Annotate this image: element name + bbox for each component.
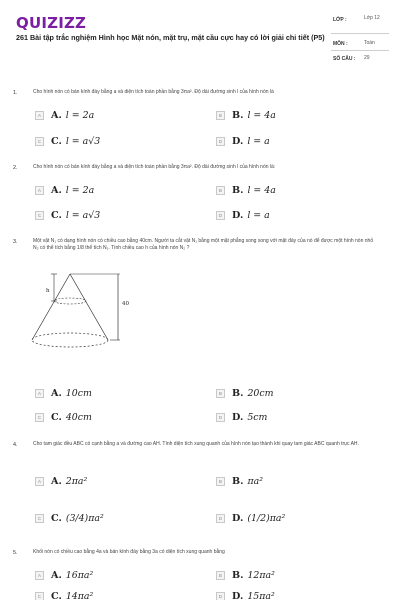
- figure-label-height: 40: [122, 301, 129, 307]
- question-text: Cho hình nón có bán kính đáy bằng a và diện tích toàn phần bằng 3πa². Độ dài đường sinh l của hình nón là: [33, 89, 274, 95]
- option-marker: B: [216, 186, 225, 195]
- option-letter: D.: [232, 135, 244, 147]
- option-c[interactable]: [35, 135, 100, 147]
- option-letter: A.: [51, 109, 62, 121]
- option-marker: B: [216, 111, 225, 120]
- option-value: (1/2)πa²: [247, 512, 286, 524]
- option-value: 16πa²: [65, 569, 94, 581]
- option-a[interactable]: [35, 109, 94, 121]
- option-marker: C: [35, 413, 44, 422]
- option-value: l = 2a: [65, 109, 95, 121]
- question-text: Cho hình nón có bán kính đáy bằng a và diện tích toàn phần bằng 3πa². Độ dài đường sinh l của hình nón là:: [33, 164, 276, 170]
- question-number: 5.: [13, 550, 18, 556]
- option-value: l = 4a: [247, 109, 276, 121]
- option-marker: A: [35, 477, 44, 486]
- option-letter: B.: [232, 569, 244, 581]
- option-marker: D: [216, 514, 225, 523]
- option-marker: C: [35, 592, 44, 600]
- figure-label-h: h: [46, 288, 50, 294]
- cone-figure: [30, 271, 142, 357]
- option-value: 20cm: [247, 387, 274, 399]
- option-letter: C.: [51, 590, 62, 600]
- option-value: 5cm: [247, 411, 268, 423]
- question-text: Một vật N₁ có dạng hình nón có chiều cao bằng 40cm. Người ta cắt vật N₁ bằng một mặt phẳng song song với mặt đáy của nó để được một hình nón nhỏ N₂ có thể tích bằng 1/8 thể tích N₁. Tính chiều cao h của hình nón N₂ ?: [33, 238, 374, 251]
- option-a[interactable]: [35, 569, 93, 581]
- question-count-value: 29: [364, 55, 370, 61]
- option-marker: C: [35, 137, 44, 146]
- question-number: 1.: [13, 90, 18, 96]
- class-value: Lớp 12: [364, 15, 380, 21]
- option-b[interactable]: [216, 569, 275, 581]
- question-number: 2.: [13, 165, 18, 171]
- option-c[interactable]: [35, 209, 100, 221]
- question-number: 3.: [13, 239, 18, 245]
- option-value: 10cm: [65, 387, 92, 399]
- option-letter: C.: [51, 411, 62, 423]
- option-value: l = a: [247, 209, 270, 221]
- option-value: l = a√3: [65, 209, 101, 221]
- divider: [331, 33, 389, 34]
- option-marker: D: [216, 413, 225, 422]
- option-marker: B: [216, 389, 225, 398]
- subject-label: MÔN :: [333, 41, 348, 47]
- option-d[interactable]: [216, 512, 285, 524]
- option-a[interactable]: [35, 475, 87, 487]
- option-b[interactable]: [216, 109, 276, 121]
- question-text: Khối nón có chiều cao bằng 4a và bán kính đáy bằng 3a có diện tích xung quanh bằng: [33, 549, 225, 555]
- option-d[interactable]: [216, 411, 267, 423]
- question-count-label: SỐ CÂU :: [333, 56, 356, 62]
- option-value: 2πa²: [65, 475, 88, 487]
- option-d[interactable]: [216, 135, 270, 147]
- divider: [331, 50, 389, 51]
- option-d[interactable]: [216, 209, 270, 221]
- option-letter: A.: [51, 184, 62, 196]
- subject-value: Toán: [364, 40, 375, 46]
- option-value: l = a: [247, 135, 270, 147]
- option-letter: D.: [232, 209, 244, 221]
- question-number: 4.: [13, 442, 18, 448]
- option-marker: A: [35, 571, 44, 580]
- class-label: LỚP :: [333, 17, 347, 23]
- option-letter: B.: [232, 387, 244, 399]
- option-value: 12πa²: [247, 569, 275, 581]
- option-marker: A: [35, 186, 44, 195]
- option-c[interactable]: [35, 411, 92, 423]
- option-d[interactable]: [216, 590, 275, 600]
- option-value: (3/4)πa²: [65, 512, 104, 524]
- option-marker: A: [35, 389, 44, 398]
- option-a[interactable]: [35, 387, 92, 399]
- option-letter: C.: [51, 209, 62, 221]
- option-marker: C: [35, 514, 44, 523]
- option-value: l = a√3: [65, 135, 101, 147]
- option-letter: A.: [51, 387, 62, 399]
- option-value: 40cm: [65, 411, 92, 423]
- option-marker: D: [216, 592, 225, 600]
- option-marker: B: [216, 477, 225, 486]
- option-a[interactable]: [35, 184, 94, 196]
- option-letter: C.: [51, 512, 62, 524]
- option-marker: C: [35, 211, 44, 220]
- option-letter: B.: [232, 475, 244, 487]
- option-value: l = 2a: [65, 184, 95, 196]
- option-c[interactable]: [35, 590, 93, 600]
- option-value: 14πa²: [65, 590, 94, 600]
- worksheet-title: 261 Bài tập trắc nghiệm Hình học Mặt nón, mặt trụ, mặt cầu cực hay có lời giải chi tiết (P5): [16, 33, 325, 42]
- option-c[interactable]: [35, 512, 104, 524]
- option-value: πa²: [247, 475, 263, 487]
- option-letter: D.: [232, 590, 244, 600]
- option-b[interactable]: [216, 387, 274, 399]
- question-text: Cho tam giác đều ABC có cạnh bằng a và đường cao AH. Tính diện tích xung quanh của hình nón tạo thành khi quay tam giác ABC quanh trục AH.: [33, 441, 359, 447]
- option-b[interactable]: [216, 184, 276, 196]
- option-letter: D.: [232, 512, 244, 524]
- option-letter: B.: [232, 109, 244, 121]
- option-letter: A.: [51, 475, 62, 487]
- option-letter: A.: [51, 569, 62, 581]
- option-marker: D: [216, 211, 225, 220]
- option-letter: C.: [51, 135, 62, 147]
- option-value: 15πa²: [247, 590, 275, 600]
- option-letter: B.: [232, 184, 244, 196]
- option-b[interactable]: [216, 475, 263, 487]
- option-value: l = 4a: [247, 184, 276, 196]
- option-marker: A: [35, 111, 44, 120]
- option-marker: B: [216, 571, 225, 580]
- option-marker: D: [216, 137, 225, 146]
- quizizz-logo: QUIZIZZ: [16, 14, 87, 32]
- option-letter: D.: [232, 411, 244, 423]
